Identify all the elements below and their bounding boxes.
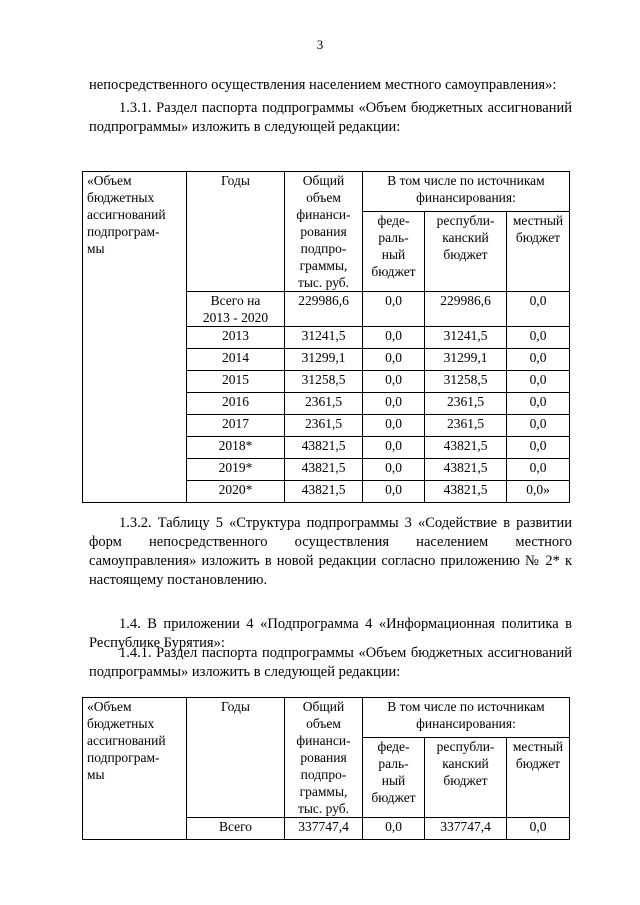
cell-line: Общий [302, 173, 345, 188]
cell-line: «Объем [87, 173, 132, 188]
cell-line: подпро- [300, 767, 347, 782]
header-years: Годы [187, 172, 285, 292]
header-federal [363, 212, 425, 292]
local-cell: 0,0 [507, 437, 570, 459]
year-cell [187, 292, 285, 327]
cell-line: феде- [377, 739, 410, 755]
cell-line: бюджет [515, 756, 561, 772]
year-cell [187, 459, 285, 481]
federal-cell: 0,0 [363, 393, 425, 415]
cell-line: тыс. руб. [297, 801, 350, 816]
cell-line: ассигнований [87, 207, 166, 222]
cell-line: финансирования: [416, 190, 516, 205]
cell-line: феде- [377, 213, 410, 229]
federal-cell: 0,0 [363, 818, 425, 840]
cell-line: подпрограм- [87, 750, 160, 765]
cell-line: бюджетных [87, 716, 155, 731]
local-cell: 0,0 [507, 349, 570, 371]
header-row [83, 698, 570, 738]
cell-line: канский [442, 230, 489, 246]
year-cell [187, 415, 285, 437]
header-total [285, 698, 363, 818]
local-cell: 0,0 [507, 371, 570, 393]
federal-cell: 0,0 [363, 292, 425, 327]
cell-line: раль- [378, 230, 409, 246]
row-label-cell [83, 698, 187, 840]
federal-cell: 0,0 [363, 371, 425, 393]
total-cell: 43821,5 [285, 481, 363, 503]
total-cell: 31241,5 [285, 327, 363, 349]
cell-line: мы [87, 241, 105, 256]
cell-line: бюджет [443, 773, 488, 789]
cell-line: Общий [302, 699, 345, 714]
total-cell: 229986,6 [285, 292, 363, 327]
cell-line: В том числе по источникам [387, 699, 545, 714]
header-total [285, 172, 363, 292]
total-cell: 2361,5 [285, 415, 363, 437]
cell-line: ассигнований [87, 733, 166, 748]
cell-line: граммы, [299, 784, 348, 799]
cell-line: 2013 [222, 328, 249, 343]
cell-line: 2019* [218, 460, 253, 475]
cell-line: бюджет [515, 230, 561, 246]
header-years: Годы [187, 698, 285, 818]
year-cell [187, 327, 285, 349]
local-cell: 0,0» [507, 481, 570, 503]
cell-line: местный [512, 213, 564, 229]
header-republic [425, 738, 507, 818]
header-republic [425, 212, 507, 292]
republic-cell: 31299,1 [425, 349, 507, 371]
republic-cell: 43821,5 [425, 437, 507, 459]
year-cell [187, 481, 285, 503]
total-cell: 31299,1 [285, 349, 363, 371]
total-cell: 43821,5 [285, 437, 363, 459]
federal-cell: 0,0 [363, 481, 425, 503]
paragraph-1-3-2: 1.3.2. Таблицу 5 «Структура подпрограммы 3 «Содействие в развитии форм непосредственного осуществления населением местного самоуправления» изложить в новой редакции согласно приложению № 2* к настоящему постановлению. [89, 515, 572, 588]
total-cell: 337747,4 [285, 818, 363, 840]
cell-line: бюджет [371, 264, 416, 280]
cell-line: Всего на [210, 293, 261, 308]
republic-cell: 2361,5 [425, 415, 507, 437]
cell-line: 2020* [218, 482, 253, 497]
cell-line: ный [381, 773, 406, 789]
federal-cell: 0,0 [363, 349, 425, 371]
republic-cell: 337747,4 [425, 818, 507, 840]
header-local [507, 738, 570, 818]
row-label-cell [83, 172, 187, 503]
cell-line: мы [87, 767, 105, 782]
header-local [507, 212, 570, 292]
budget-table-1 [82, 171, 570, 503]
header-sources-group [363, 698, 570, 738]
paragraph-1-4-1: 1.4.1. Раздел паспорта подпрограммы «Объем бюджетных ассигнований подпрограммы» изложить в следующей редакции: [89, 645, 572, 680]
cell-line: местный [512, 739, 564, 755]
paragraph-1-4: 1.4. В приложении 4 «Подпрограмма 4 «Информационная политика в Республике Бурятия»: [89, 616, 572, 651]
cell-line: подпрограм- [87, 224, 160, 239]
cell-line: бюджет [443, 247, 488, 263]
cell-line: 2017 [222, 416, 249, 431]
local-cell: 0,0 [507, 393, 570, 415]
header-sources-group [363, 172, 570, 212]
year-cell [187, 371, 285, 393]
intro-line: непосредственного осуществления населением местного самоуправления»: [89, 77, 557, 93]
header-federal [363, 738, 425, 818]
year-cell [187, 393, 285, 415]
cell-line: «Объем [87, 699, 132, 714]
cell-line: бюджет [371, 790, 416, 806]
total-cell: 31258,5 [285, 371, 363, 393]
paragraph-1-3-1: 1.3.1. Раздел паспорта подпрограммы «Объем бюджетных ассигнований подпрограммы» изложить в следующей редакции: [89, 100, 572, 135]
cell-line: финанси- [296, 207, 351, 222]
total-cell: 43821,5 [285, 459, 363, 481]
local-cell: 0,0 [507, 818, 570, 840]
republic-cell: 43821,5 [425, 459, 507, 481]
federal-cell: 0,0 [363, 437, 425, 459]
cell-line: бюджетных [87, 190, 155, 205]
cell-line: рования [300, 750, 347, 765]
cell-line: 2018* [218, 438, 253, 453]
cell-line: граммы, [299, 258, 348, 273]
republic-cell: 229986,6 [425, 292, 507, 327]
republic-cell: 31241,5 [425, 327, 507, 349]
local-cell: 0,0 [507, 415, 570, 437]
federal-cell: 0,0 [363, 415, 425, 437]
federal-cell: 0,0 [363, 459, 425, 481]
local-cell: 0,0 [507, 292, 570, 327]
local-cell: 0,0 [507, 459, 570, 481]
cell-line: республи- [436, 739, 495, 755]
cell-line: В том числе по источникам [387, 173, 545, 188]
cell-line: 2014 [222, 350, 249, 365]
cell-line: тыс. руб. [297, 275, 350, 290]
cell-line: ный [381, 247, 406, 263]
cell-line: раль- [378, 756, 409, 772]
cell-line: Всего [218, 819, 253, 834]
cell-line: подпро- [300, 241, 347, 256]
total-cell: 2361,5 [285, 393, 363, 415]
republic-cell: 2361,5 [425, 393, 507, 415]
cell-line: объем [306, 190, 341, 205]
header-row [83, 172, 570, 212]
cell-line: финансирования: [416, 716, 516, 731]
cell-line: республи- [436, 213, 495, 229]
cell-line: объем [306, 716, 341, 731]
year-cell [187, 349, 285, 371]
republic-cell: 43821,5 [425, 481, 507, 503]
page-number: 3 [316, 37, 324, 52]
local-cell: 0,0 [507, 327, 570, 349]
year-cell [187, 437, 285, 459]
cell-line: канский [442, 756, 489, 772]
cell-line: рования [300, 224, 347, 239]
year-cell [187, 818, 285, 840]
republic-cell: 31258,5 [425, 371, 507, 393]
cell-line: 2016 [222, 394, 249, 409]
cell-line: 2013 - 2020 [202, 310, 269, 325]
cell-line: финанси- [296, 733, 351, 748]
federal-cell: 0,0 [363, 327, 425, 349]
cell-line: 2015 [222, 372, 249, 387]
budget-table-2 [82, 697, 570, 840]
